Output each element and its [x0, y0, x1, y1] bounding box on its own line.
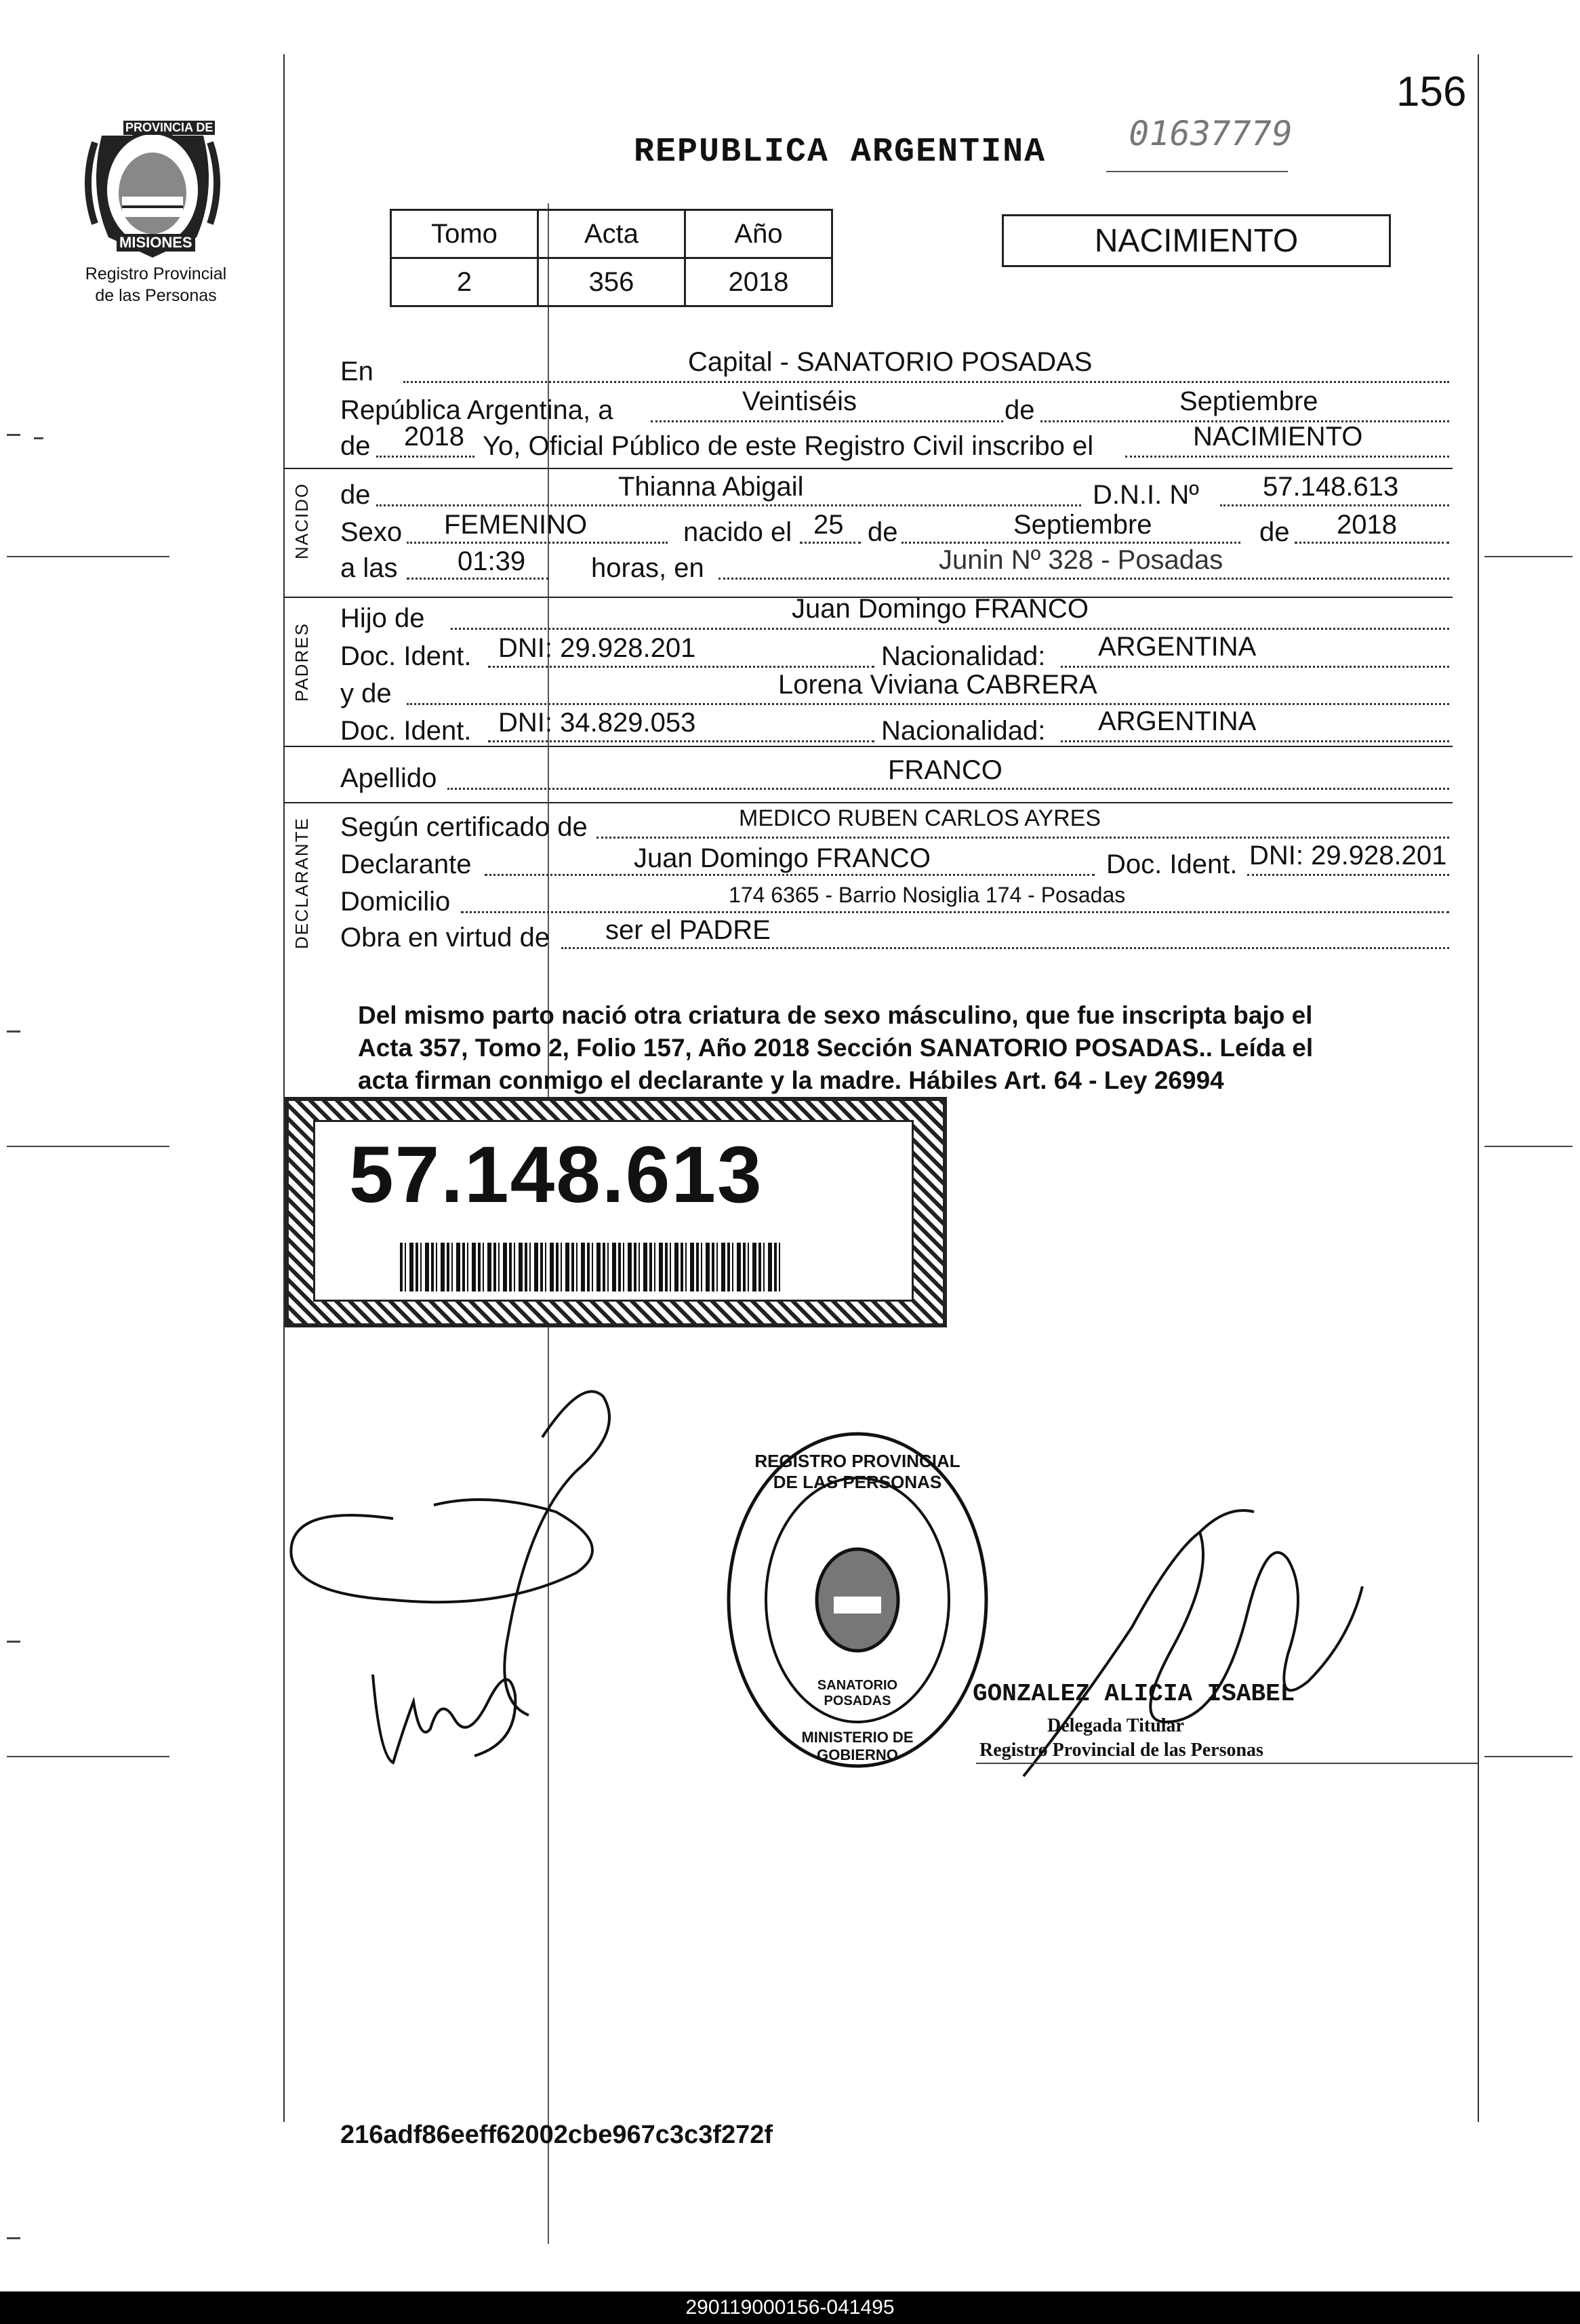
dotted-line	[488, 740, 874, 742]
en-label: En	[340, 357, 373, 386]
birth-month: Septiembre	[1013, 510, 1152, 540]
official-name: GONZALEZ ALICIA ISABEL	[973, 1680, 1295, 1708]
father-name: Juan Domingo FRANCO	[792, 594, 1089, 624]
note-line: Del mismo parto nació otra criatura de sexo másculino, que fue inscripta bajo el	[358, 1001, 1313, 1029]
dotted-line	[451, 628, 1449, 630]
domicilio-label: Domicilio	[340, 887, 451, 917]
birth-year: 2018	[1337, 510, 1397, 540]
dotted-line	[1061, 666, 1449, 668]
margin-tick	[7, 556, 169, 557]
declarant-signature	[285, 1349, 705, 1810]
father-doc-label: Doc. Ident.	[340, 641, 472, 671]
birth-de-label-2: de	[1259, 517, 1290, 547]
twin-note	[358, 999, 1313, 1097]
dotted-line	[488, 666, 874, 668]
seal-outer-text: REGISTRO PROVINCIAL DE LAS PERSONAS	[754, 1451, 960, 1492]
section-divider	[283, 746, 1453, 747]
logo-text-top: PROVINCIA DE	[123, 121, 215, 135]
y-de-label: y de	[340, 679, 392, 708]
seal-inner-text: SANATORIO POSADAS	[817, 1678, 898, 1708]
de-label: de	[1005, 395, 1035, 425]
margin-tick	[1484, 1756, 1573, 1757]
margin-tick	[1484, 1146, 1573, 1147]
dni-sticker	[285, 1097, 947, 1327]
margin-tick	[1484, 556, 1573, 557]
father-nationality: ARGENTINA	[1098, 632, 1257, 662]
hijo-de-label: Hijo de	[340, 603, 425, 633]
dotted-line	[800, 542, 861, 544]
child-sex: FEMENINO	[444, 510, 588, 540]
table-header-tomo: Tomo	[391, 210, 538, 258]
section-divider	[283, 468, 1453, 469]
margin-tick	[7, 1030, 20, 1033]
registration-month: Septiembre	[1179, 386, 1318, 416]
official-office: Registro Provincial de las Personas	[979, 1740, 1263, 1761]
obra-label: Obra en virtud de	[340, 923, 550, 953]
mother-doc-label: Doc. Ident.	[340, 716, 472, 746]
serial-underline	[1106, 171, 1288, 172]
document-hash: 216adf86eeff62002cbe967c3c3f272f	[340, 2121, 773, 2149]
dotted-line	[1295, 542, 1449, 544]
table-value-tomo: 2	[391, 258, 538, 306]
declarante-label: Declarante	[340, 849, 472, 879]
registered-act: NACIMIENTO	[1193, 422, 1363, 452]
logo-text-bottom: MISIONES	[117, 234, 195, 252]
footer-code: 290119000156-041495	[685, 2296, 895, 2319]
margin-tick	[7, 1146, 169, 1147]
dotted-line	[1125, 456, 1449, 458]
margin-tick	[7, 2237, 20, 2239]
serial-number: 01637779	[1125, 114, 1295, 153]
a-las-label: a las	[340, 553, 398, 583]
act-type-label: NACIMIENTO	[1094, 222, 1299, 259]
father-nat-label: Nacionalidad:	[881, 641, 1046, 671]
country-title: REPUBLICA ARGENTINA	[634, 133, 1047, 172]
dotted-line	[403, 381, 1449, 383]
birth-place: Capital - SANATORIO POSADAS	[688, 347, 1093, 377]
dotted-line	[376, 504, 1081, 506]
dotted-line	[407, 542, 668, 544]
footer-bar	[0, 2291, 1580, 2324]
mother-nationality: ARGENTINA	[1098, 706, 1257, 736]
official-title: Delegada Titular	[1047, 1715, 1184, 1736]
act-type-box	[1002, 214, 1391, 267]
dotted-line	[1061, 740, 1449, 742]
de-label: de	[340, 431, 371, 461]
birth-address: Junin Nº 328 - Posadas	[939, 545, 1223, 575]
apellido-label: Apellido	[340, 763, 437, 793]
declarant-name: Juan Domingo FRANCO	[634, 843, 931, 873]
birth-de-label: de	[868, 517, 898, 547]
table-value-ano: 2018	[685, 258, 832, 306]
dni-label: D.N.I. Nº	[1093, 480, 1199, 510]
registration-day: Veintiséis	[742, 386, 857, 416]
republica-label: República Argentina, a	[340, 395, 613, 425]
registry-logo	[75, 108, 230, 264]
dotted-line	[461, 911, 1449, 913]
margin-tick	[7, 1756, 169, 1757]
registration-year: 2018	[404, 422, 464, 452]
declarant-relation: ser el PADRE	[605, 915, 771, 945]
dotted-line	[902, 542, 1240, 544]
dotted-line	[447, 788, 1449, 790]
dotted-line	[651, 420, 1003, 422]
father-doc: DNI: 29.928.201	[498, 633, 696, 663]
mother-name: Lorena Viviana CABRERA	[778, 670, 1097, 700]
child-name: Thianna Abigail	[618, 472, 804, 502]
dotted-line	[1220, 504, 1449, 506]
note-line: Acta 357, Tomo 2, Folio 157, Año 2018 Sección SANATORIO POSADAS.. Leída el	[358, 1034, 1314, 1062]
table-value-acta: 356	[538, 258, 685, 306]
margin-tick	[7, 1641, 20, 1643]
official-text: Yo, Oficial Público de este Registro Civil inscribo el	[483, 431, 1094, 461]
cert-label: Según certificado de	[340, 812, 588, 842]
left-margin-line	[283, 54, 285, 2122]
margin-tick	[7, 434, 20, 436]
declarant-doc-label: Doc. Ident.	[1106, 849, 1238, 879]
dotted-line	[1247, 874, 1449, 876]
dotted-line	[485, 874, 1095, 876]
birth-time: 01:39	[458, 546, 526, 576]
mother-nat-label: Nacionalidad:	[881, 716, 1046, 746]
dotted-line	[407, 703, 1449, 705]
dotted-line	[376, 456, 474, 458]
mother-doc: DNI: 34.829.053	[498, 708, 696, 738]
seal-bottom-text: MINISTERIO DE GOBIERNO	[801, 1729, 914, 1763]
nacido-de-label: de	[340, 480, 371, 510]
page-number: 156	[1396, 68, 1467, 115]
surname: FRANCO	[888, 755, 1002, 785]
margin-tick	[34, 437, 43, 439]
certifying-doctor: MEDICO RUBEN CARLOS AYRES	[739, 805, 1101, 831]
section-label-declarante: DECLARANTE	[291, 817, 312, 949]
sticker-dni-number: 57.148.613	[349, 1130, 763, 1220]
official-signature	[996, 1437, 1376, 1790]
table-header-ano: Año	[685, 210, 832, 258]
barcode	[400, 1243, 783, 1291]
dotted-line	[561, 947, 1449, 949]
note-line: acta firman conmigo el declarante y la madre. Hábiles Art. 64 - Ley 26994	[358, 1066, 1224, 1094]
section-label-padres: PADRES	[291, 622, 312, 702]
birth-day: 25	[813, 510, 844, 540]
official-seal	[722, 1427, 993, 1773]
dni-sticker-inner	[313, 1120, 914, 1302]
nacido-el-label: nacido el	[683, 517, 792, 547]
declarant-address: 174 6365 - Barrio Nosiglia 174 - Posadas	[729, 883, 1126, 907]
dotted-line	[407, 578, 549, 580]
dotted-line	[596, 837, 1449, 839]
right-margin-line	[1478, 54, 1479, 2122]
table-header-acta: Acta	[538, 210, 685, 258]
signature-line	[976, 1763, 1478, 1764]
registry-caption-line1: Registro Provincial	[85, 264, 227, 283]
horas-label: horas, en	[591, 553, 704, 583]
registry-caption-line2: de las Personas	[95, 286, 217, 305]
dotted-line	[718, 578, 1449, 580]
section-label-nacido: NACIDO	[291, 482, 312, 559]
section-divider	[283, 802, 1453, 803]
sexo-label: Sexo	[340, 517, 403, 547]
declarant-doc: DNI: 29.928.201	[1249, 841, 1447, 870]
child-dni: 57.148.613	[1263, 472, 1399, 502]
registry-table	[390, 209, 833, 307]
